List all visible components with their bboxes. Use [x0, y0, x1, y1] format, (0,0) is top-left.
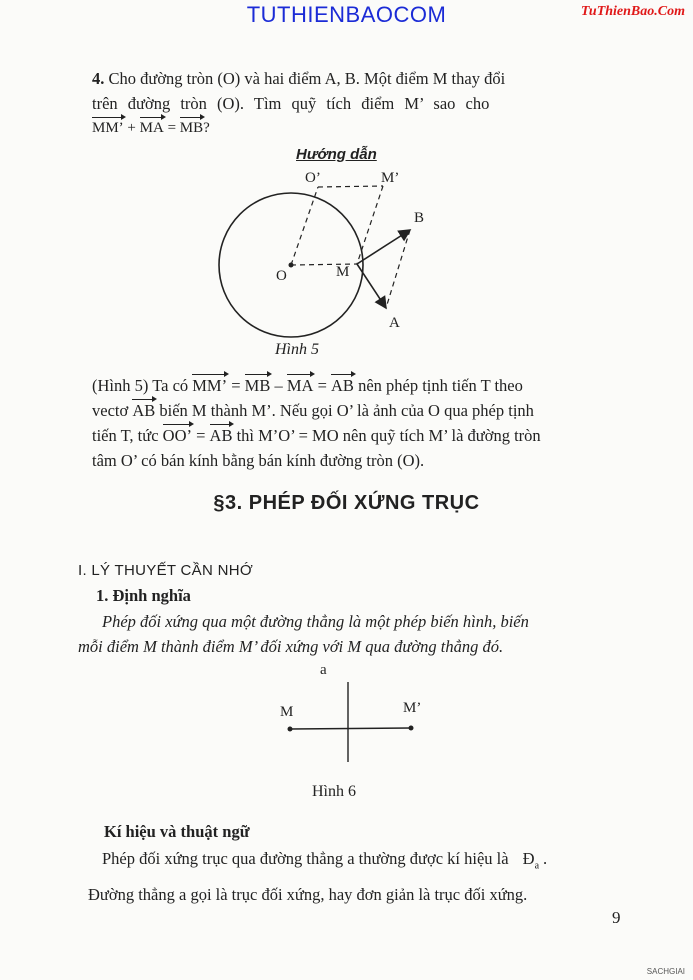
minus-sign: –	[274, 376, 283, 395]
equals-sign: =	[317, 376, 327, 395]
equals-sign: =	[196, 426, 206, 445]
solution-line-2	[92, 398, 612, 423]
solution-text: nên phép tịnh tiến T theo	[358, 376, 523, 395]
symbol-sub-a: a	[534, 860, 540, 872]
label-axis-a: a	[320, 662, 327, 678]
equals-sign: =	[167, 120, 177, 136]
page-number: 9	[612, 908, 621, 927]
vector-m-a	[357, 264, 386, 308]
vec-mb: MB	[245, 373, 271, 398]
vec-ab: AB	[331, 373, 354, 398]
label-m-prime: M’	[381, 170, 400, 186]
problem-number: 4.	[92, 69, 105, 88]
figure-5-heading: Hướng dẫn	[296, 146, 377, 163]
notation-line-1	[88, 846, 628, 878]
label-o-prime: O’	[305, 170, 321, 186]
problem-equation	[92, 116, 607, 141]
plus-sign: +	[127, 120, 136, 136]
vec-ab: AB	[132, 398, 155, 423]
segment-m-prime-m	[357, 186, 383, 264]
solution	[92, 373, 612, 473]
notation-text	[88, 846, 628, 907]
point-m-prime	[409, 726, 414, 731]
solution-text: biến M thành M’. Nếu gọi O’ là ảnh của O qua phép tịnh	[159, 401, 534, 420]
site-title: TUTHIENBAOCOM	[246, 2, 447, 27]
solution-line-3	[92, 423, 612, 448]
label-o: O	[276, 268, 287, 284]
figure-5-caption: Hình 5	[275, 341, 319, 358]
segment-o-o-prime	[291, 187, 318, 265]
problem-4	[92, 66, 607, 141]
equals-sign: =	[231, 376, 241, 395]
footer-logo: SACHGIAI	[646, 967, 685, 976]
vec-ma: MA	[140, 116, 164, 141]
definition-heading: 1. Định nghĩa	[96, 586, 191, 605]
figure-5	[200, 160, 440, 340]
figure-6-caption: Hình 6	[312, 783, 356, 800]
notation-line-2: Đường thẳng a gọi là trục đối xứng, hay đơn giản là trục đối xứng.	[88, 885, 528, 905]
label-a: A	[389, 315, 400, 331]
definition-line-2: mỗi điểm M thành điểm M’ đối xứng với M qua đường thẳng đó.	[78, 637, 504, 656]
vec-ma: MA	[287, 373, 314, 398]
segment-m-m-prime	[290, 728, 411, 729]
figure-6	[270, 670, 430, 770]
label-m-prime: M’	[403, 700, 422, 716]
vec-ab: AB	[210, 423, 233, 448]
solution-text: tiến T, tức	[92, 426, 159, 445]
vector-m-b	[357, 230, 410, 264]
vec-mm-prime: MM’	[92, 116, 124, 141]
definition-text	[78, 609, 612, 659]
segment-o-prime-m-prime	[318, 186, 383, 187]
site-logo: TuThienBao.Com	[580, 4, 685, 19]
problem-line-2: trên đường tròn (O). Tìm quỹ tích điểm M’ sao cho	[92, 94, 490, 113]
solution-line-1	[92, 373, 612, 398]
question-mark: ?	[203, 120, 210, 136]
segment-b-a	[386, 230, 410, 308]
point-m	[288, 727, 293, 732]
part-heading: I. LÝ THUYẾT CẦN NHỚ	[78, 562, 254, 579]
solution-line-4: tâm O’ có bán kính bằng bán kính đường tròn (O).	[92, 451, 425, 470]
notation-symbol	[522, 849, 548, 872]
vec-mm-prime: MM’	[192, 373, 227, 398]
definition-line-1: Phép đối xứng qua một đường thẳng là một phép biến hình, biến	[102, 612, 529, 631]
section-title: §3. PHÉP ĐỐI XỨNG TRỤC	[213, 492, 480, 514]
vec-oo-prime: OO’	[163, 423, 192, 448]
solution-text: vectơ	[92, 401, 129, 420]
solution-text: (Hình 5) Ta có	[92, 376, 189, 395]
label-b: B	[414, 210, 425, 226]
solution-text: thì M’O’ = MO nên quỹ tích M’ là đường tròn	[236, 426, 541, 445]
label-m: M	[336, 264, 350, 280]
period: .	[543, 849, 548, 868]
notation-text-1: Phép đối xứng trục qua đường thẳng a thường được kí hiệu là	[102, 849, 509, 868]
vec-mb: MB	[180, 116, 203, 141]
notation-heading: Kí hiệu và thuật ngữ	[104, 822, 250, 841]
label-m: M	[280, 704, 294, 720]
symbol-d: Đ	[522, 849, 535, 868]
problem-line-1: Cho đường tròn (O) và hai điểm A, B. Một điểm M thay đổi	[108, 69, 506, 88]
